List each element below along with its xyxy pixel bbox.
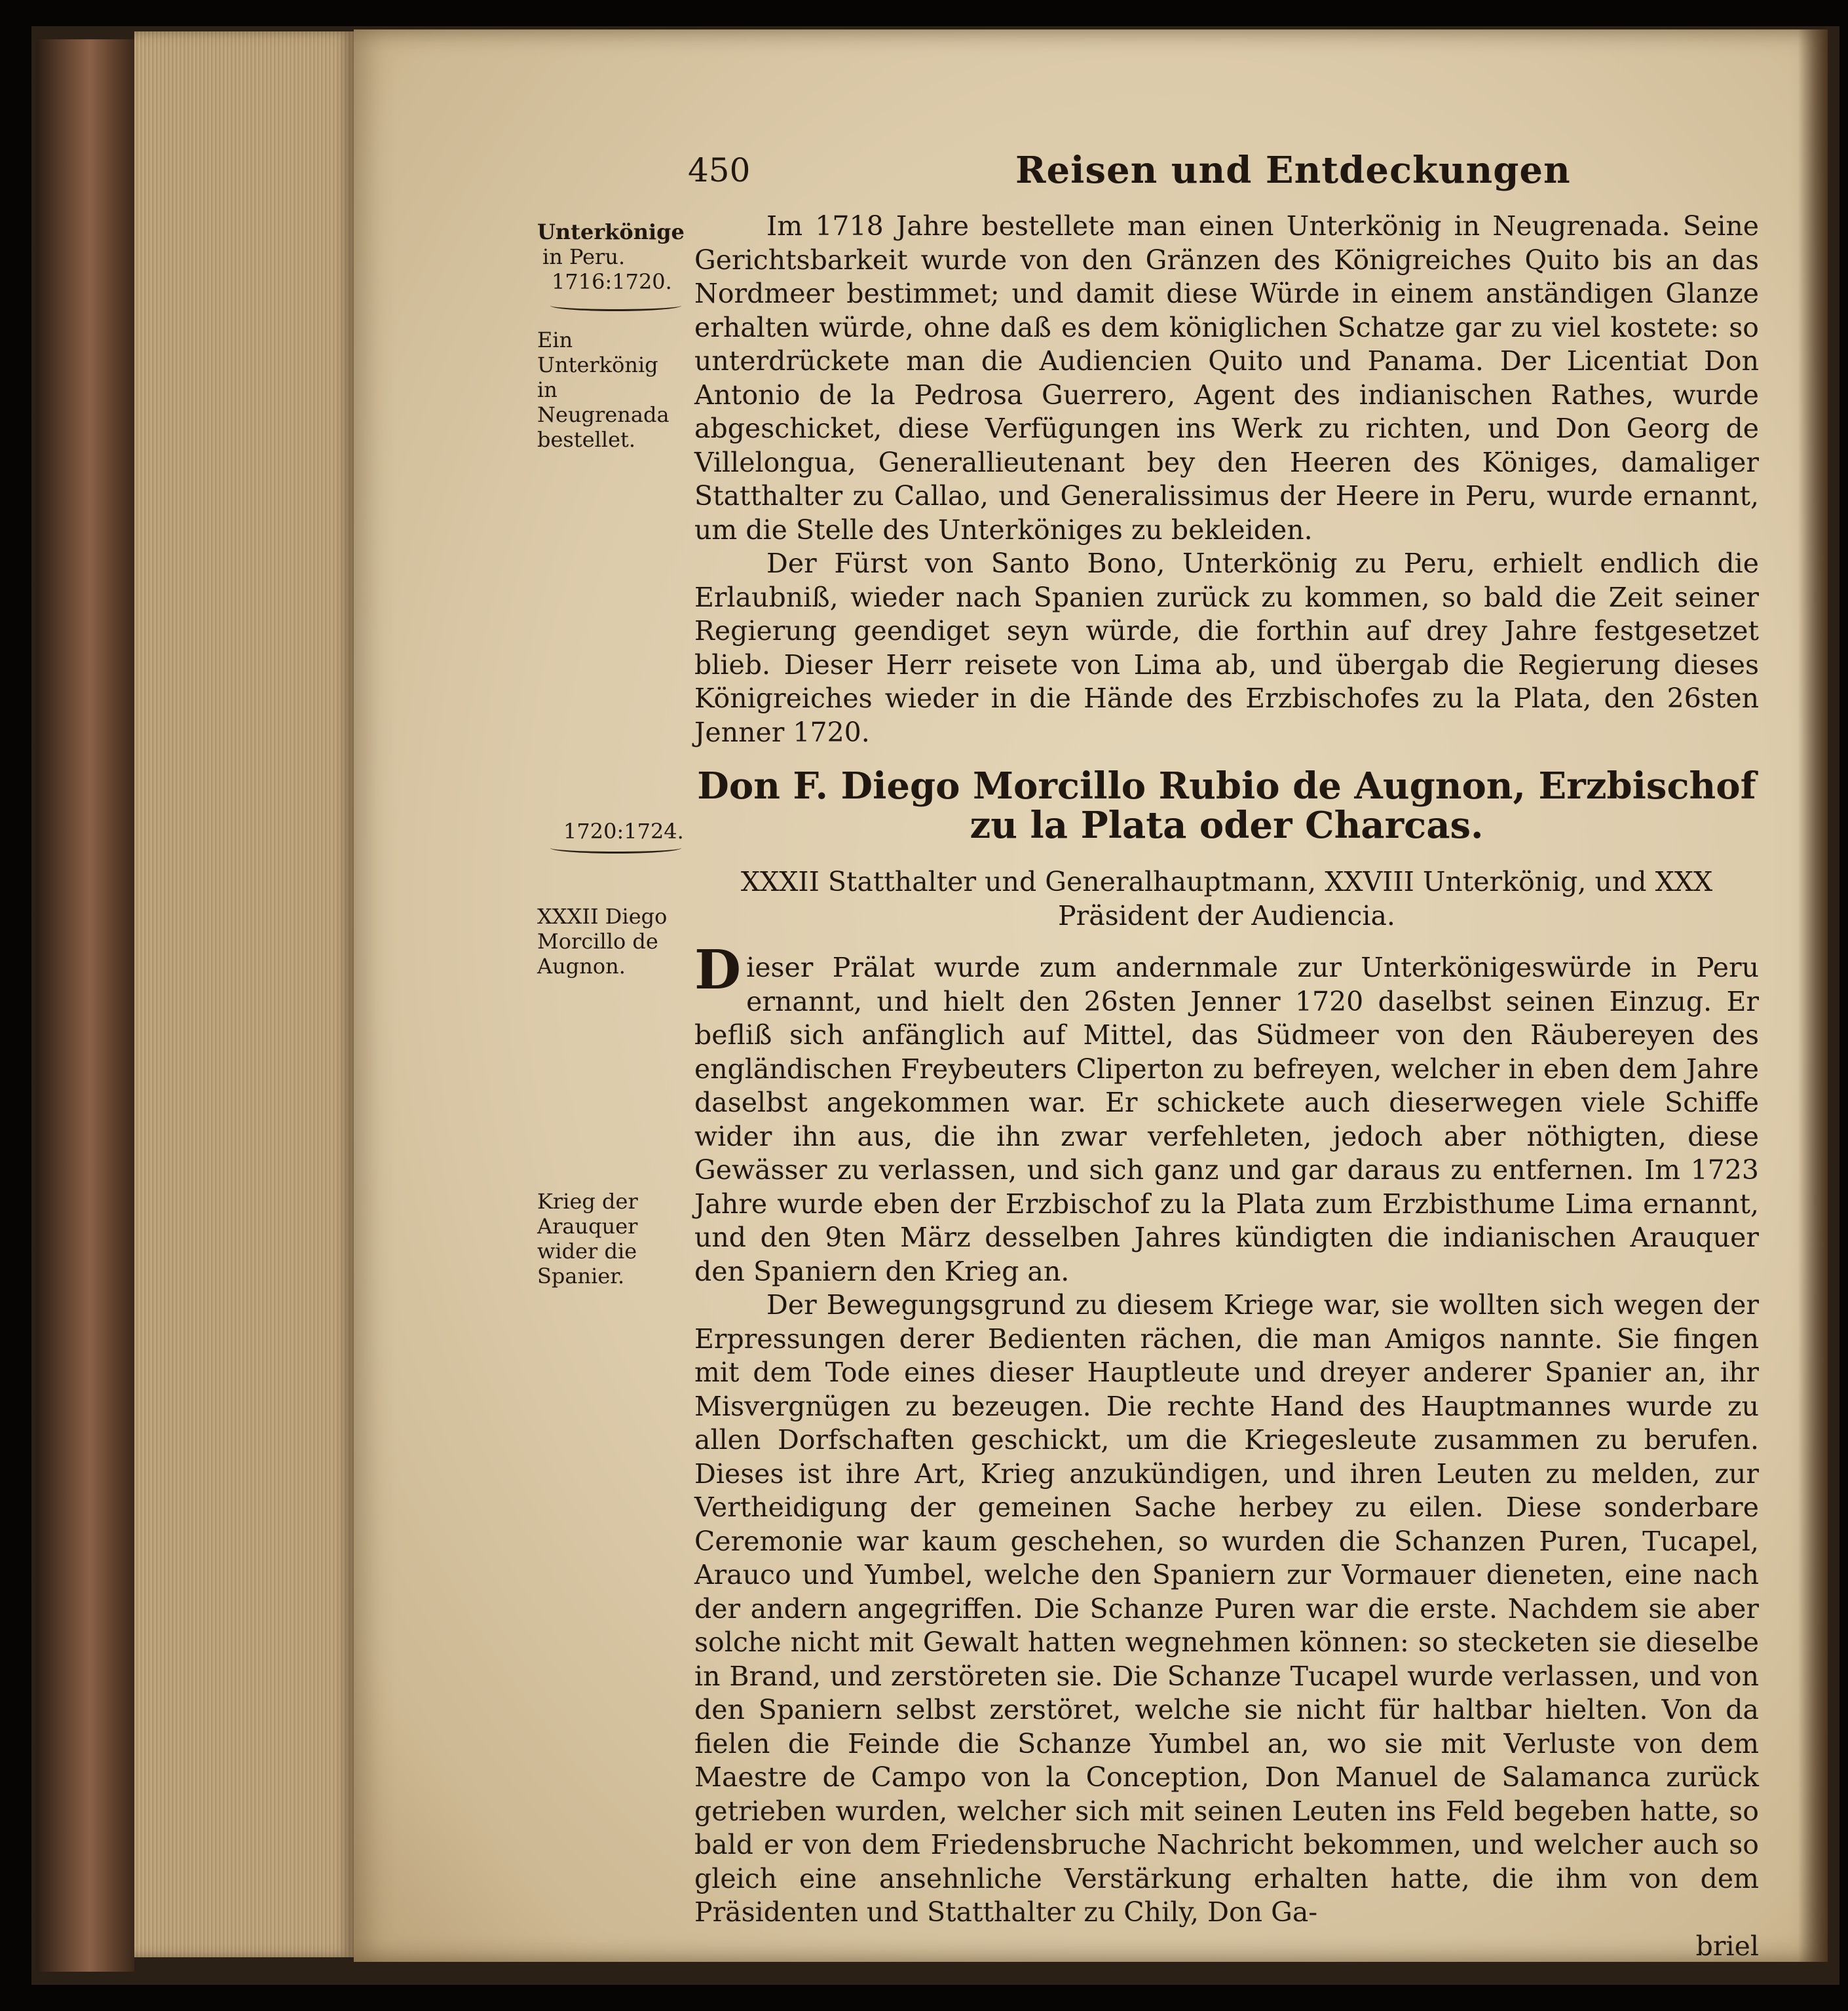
paragraph: Im 1718 Jahre bestellete man einen Unterkönig in Neugrenada. Seine Gerichtsbarkeit wurde von den Gränzen des Königreiches Quito bis an das Nordmeer bestimmet; und damit diese Würde in einem anständigen Glanze erhalten würde, ohne daß es dem königlichen Schatze gar zu viel kostete: so unterdrückete man die Audiencien Quito und Panama. Der Licentiat Don Antonio de la Pedrosa Guerrero, Agent des indianischen Rathes, wurde abgeschicket, diese Verfügungen ins Werk zu richten, und Don Georg de Villelongua, Generallieutenant bey den Heeren des Königes, damaliger Statthalter zu Callao, und Generalissimus der Heere in Peru, wurde ernannt, um die Stelle des Unterköniges zu bekleiden. <box>694 210 1759 546</box>
margin-note-line: Unterkönige <box>537 219 685 244</box>
catchword: briel <box>1695 1930 1759 1962</box>
page-stack-edge <box>134 31 354 1957</box>
margin-note-neugrenada: Ein Unterkönig in Neugrenada bestellet. <box>537 328 669 452</box>
section-heading: Don F. Diego Morcillo Rubio de Augnon, Erzbischof zu la Plata oder Charcas. <box>697 764 1756 847</box>
margin-note-years: 1716:1720. <box>552 269 672 294</box>
paragraph <box>694 939 1759 1288</box>
margin-brace <box>550 842 681 854</box>
main-text <box>694 210 1759 1972</box>
paragraph-text: ieser Prälat wurde zum andernmale zur Unterkönigeswürde in Peru ernannt, und hielt den 26sten Jenner 1720 daselbst seinen Einzug. Er befliß sich anfänglich auf Mittel, das Südmeer von den Räubereyen des engländischen Freybeuters Cliperton zu befreyen, welcher in eben dem Jahre daselbst angekommen war. Er schickete auch dieserwegen viele Schiffe wider ihn aus, die ihn zwar verfehleten, jedoch aber nöthigten, diese Gewässer zu verlassen, und sich ganz und gar daraus zu entfernen. Im 1723 Jahre wurde eben der Erzbischof zu la Plata zum Erzbisthume Lima ernannt, und den 9ten März desselben Jahres kündigten die indianischen Arauquer den Spaniern den Krieg an. <box>694 952 1759 1287</box>
drop-cap: D <box>694 939 742 1002</box>
page-number: 450 <box>688 151 751 189</box>
margin-brace <box>550 300 681 311</box>
margin-note-war: Krieg der Arauquer wider die Spanier. <box>537 1189 638 1288</box>
margin-note-morcillo: XXXII Diego Morcillo de Augnon. <box>537 904 668 979</box>
page-gutter-shadow <box>1798 29 1828 1962</box>
margin-note-line: in Peru. <box>542 244 626 269</box>
margin-note-years-1720: 1720:1724. <box>563 819 684 844</box>
book-cover-edge <box>36 39 134 1972</box>
paragraph: Der Fürst von Santo Bono, Unterkönig zu Peru, erhielt endlich die Erlaubniß, wieder nach Spanien zurück zu kommen, so bald die Zeit seiner Regierung geendiget seyn würde, die forthin auf drey Jahre festgesetzet blieb. Dieser Herr reisete von Lima ab, und übergab die Regierung dieses Königreiches wieder in die Hände des Erzbischofes zu la Plata, den 26sten Jenner 1720. <box>694 548 1759 748</box>
section-subheading: XXXII Statthalter und Generalhauptmann, XXVIII Unterkönig, und XXX Präsident der Audiencia. <box>740 866 1713 931</box>
page-header <box>688 147 1736 193</box>
running-head: Reisen und Entdeckungen <box>1015 149 1571 192</box>
margin-note-viceroys <box>537 219 694 294</box>
paragraph: Der Bewegungsgrund zu diesem Kriege war, sie wollten sich wegen der Erpressungen derer Bedienten rächen, die man Amigos nannte. Sie fingen mit dem Tode eines dieser Hauptleute und dreyer anderer Spanier an, ihr Misvergnügen zu bezeugen. Die rechte Hand des Hauptmannes wurde zu allen Dorfschaften geschickt, um die Kriegesleute zusammen zu berufen. Dieses ist ihre Art, Krieg anzukündigen, und ihren Leuten zu melden, zur Vertheidigung der gemeinen Sache herbey zu eilen. Diese sonderbare Ceremonie war kaum geschehen, so wurden die Schanzen Puren, Tucapel, Arauco und Yumbel, welche den Spaniern zur Vormauer dieneten, eine nach der andern angegriffen. Die Schanze Puren war die erste. Nachdem sie aber solche nicht mit Gewalt hatten wegnehmen können: so stecketen sie dieselbe in Brand, und zerstöreten sie. Die Schanze Tucapel wurde verlassen, und von den Spaniern selbst zerstöret, welche sie nicht für haltbar hielten. Von da fielen die Feinde die Schanze Yumbel an, wo sie mit Verluste von dem Maestre de Campo von la Conception, Don Manuel de Salamanca zurück getrieben wurden, welcher sich mit seinen Leuten ins Feld begeben hatte, so bald er von dem Friedensbruche Nachricht bekommen, und welcher auch so gleich eine ansehnliche Verstärkung erhalten hatte, die ihm von dem Präsidenten und Statthalter zu Chily, Don Ga- <box>694 1289 1759 1928</box>
